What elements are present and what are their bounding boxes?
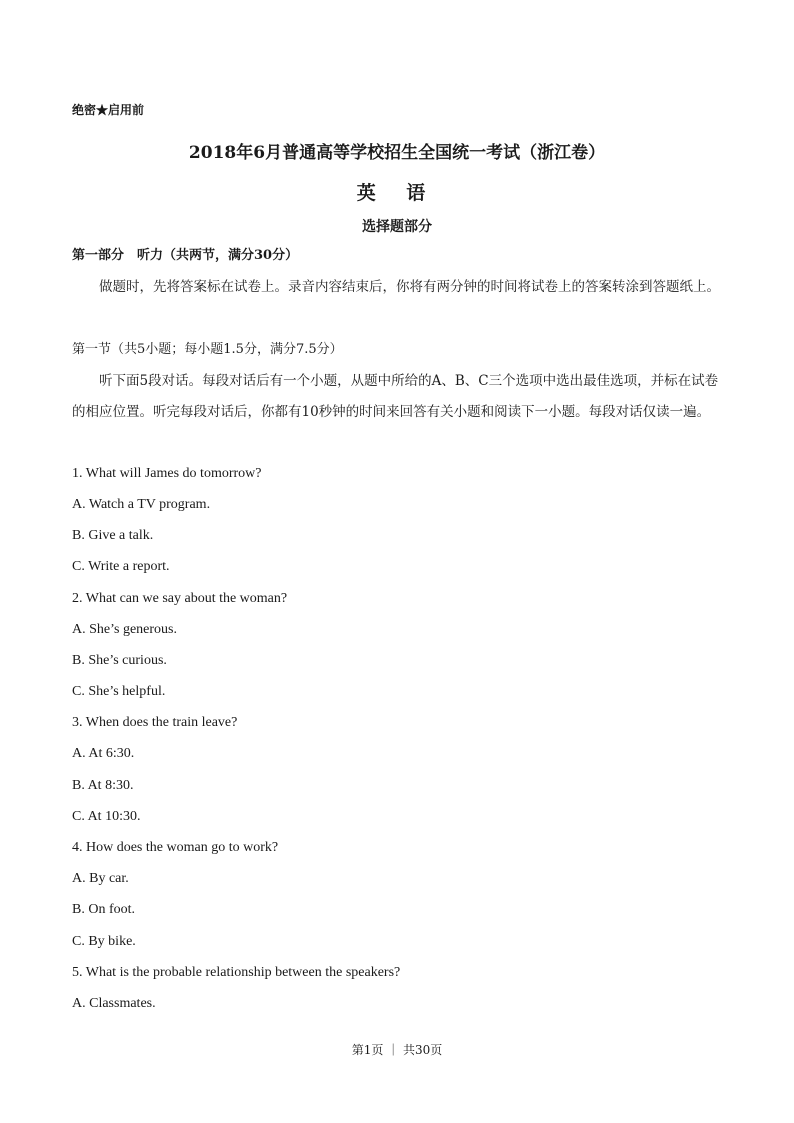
question-1-option-b: B. Give a talk.: [72, 528, 154, 543]
part-heading: 选择题部分: [362, 219, 432, 235]
subject-title: 英 语: [356, 182, 438, 204]
question-3-option-a: A. At 6:30.: [72, 746, 135, 761]
question-4-option-b: B. On foot.: [72, 902, 135, 917]
question-2-option-a: A. She’s generous.: [72, 622, 177, 637]
question-2: 2. What can we say about the woman?: [72, 591, 288, 606]
question-1-option-a: A. Watch a TV program.: [72, 497, 211, 512]
question-5: 5. What is the probable relationship between the speakers?: [72, 965, 401, 980]
question-4-option-c: C. By bike.: [72, 934, 136, 949]
sub-section-heading: 第一节（共5小题；每小题1.5分，满分7.5分）: [72, 342, 343, 357]
exam-title: 2018年6月普通高等学校招生全国统一考试（浙江卷）: [188, 143, 606, 163]
instructions-paragraph: 听下面5段对话。每段对话后有一个小题，从题中所给的A、B、C三个选项中选出最佳选项，并标在试卷的相应位置。听完每段对话后，你都有10秒钟的时间来回答有关小题和阅读下一小题。每段对话仅读一遍。: [72, 373, 719, 420]
question-1-option-c: C. Write a report.: [72, 559, 170, 574]
question-4: 4. How does the woman go to work?: [72, 840, 279, 855]
question-3-option-c: C. At 10:30.: [72, 809, 141, 824]
secret-label: 绝密★启用前: [72, 103, 145, 117]
question-5-option-a: A. Classmates.: [72, 996, 156, 1011]
question-1: 1. What will James do tomorrow?: [72, 466, 262, 481]
section-one-heading: 第一部分 听力（共两节，满分30分）: [72, 248, 299, 263]
question-2-option-b: B. She’s curious.: [72, 653, 167, 668]
question-3: 3. When does the train leave?: [72, 715, 238, 730]
question-3-option-b: B. At 8:30.: [72, 778, 134, 793]
question-4-option-a: A. By car.: [72, 871, 129, 886]
page-indicator: 第1页 ｜ 共30页: [351, 1043, 443, 1057]
question-2-option-c: C. She’s helpful.: [72, 684, 166, 699]
intro-paragraph: 做题时，先将答案标在试卷上。录音内容结束后，你将有两分钟的时间将试卷上的答案转涂到答题纸上。: [99, 279, 720, 295]
